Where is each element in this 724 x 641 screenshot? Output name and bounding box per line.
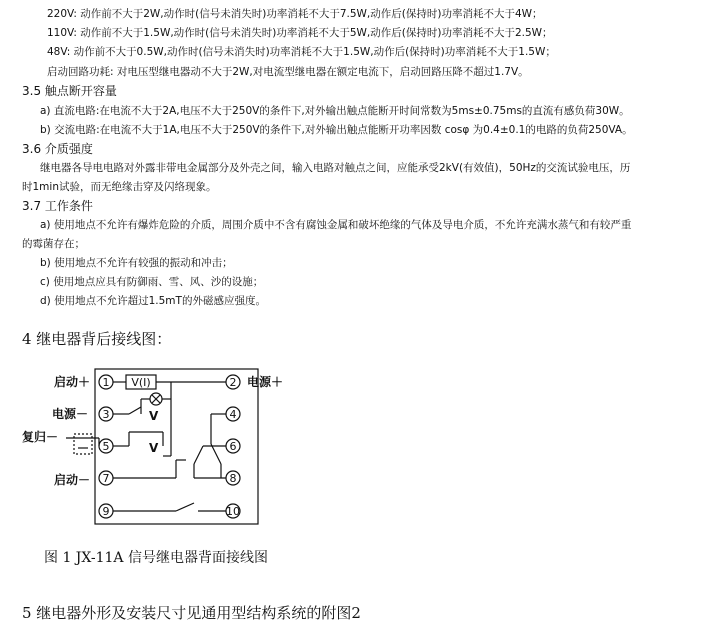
terminal-7 bbox=[99, 471, 113, 485]
terminal-4 bbox=[226, 407, 240, 421]
condition-c-line: c) 使用地点应具有防御雨、雪、风、沙的设施； bbox=[40, 276, 264, 288]
dc-circuit-line: a) 直流电路:在电流不大于2A,电压不大于250V的条件下,对外输出触点能断开时间常数为5ms±0.75ms的直流有感负荷30W。 bbox=[40, 105, 630, 117]
svg-text:8: 8 bbox=[229, 472, 237, 485]
condition-b-line: b) 使用地点不允许有较强的振动和冲击； bbox=[40, 257, 233, 269]
power-48v-line: 48V: 动作前不大于0.5W,动作时(信号未消失时)功率消耗不大于1.5W,动作后(保持时)功率消耗不大于1.5W； bbox=[47, 46, 556, 58]
condition-d-line: d) 使用地点不允许超过1.5mT的外磁感应强度。 bbox=[40, 295, 266, 307]
section-3-7-title: 3.7 工作条件 bbox=[22, 199, 93, 213]
terminal-9 bbox=[99, 504, 113, 518]
svg-text:3: 3 bbox=[102, 408, 110, 421]
section-4-title: 4 继电器背后接线图： bbox=[22, 330, 172, 348]
dielectric-line-2: 时1min试验，而无绝缘击穿及闪络现象。 bbox=[22, 181, 217, 193]
start-circuit-power-line: 启动回路功耗: 对电压型继电器动不大于2W,对电流型继电器在额定电流下，启动回路压降不超过1.7V。 bbox=[47, 66, 529, 78]
power-220v-line: 220V: 动作前不大于2W,动作时(信号未消失时)功率消耗不大于7.5W,动作后(保持时)功率消耗不大于4W； bbox=[47, 8, 543, 20]
svg-text:9: 9 bbox=[102, 505, 110, 518]
label-reset-minus: 复归－ bbox=[22, 430, 59, 444]
contact-9-10 bbox=[176, 503, 194, 511]
svg-text:7: 7 bbox=[102, 472, 110, 485]
terminal-10 bbox=[226, 504, 240, 518]
label-start-plus: 启动＋ bbox=[54, 375, 91, 389]
terminal-5 bbox=[99, 439, 113, 453]
switch-3 bbox=[129, 407, 141, 414]
svg-text:2: 2 bbox=[229, 376, 237, 389]
contact-4-8 bbox=[211, 444, 221, 464]
reset-switch-icon bbox=[74, 434, 92, 454]
v-label-upper: V bbox=[149, 409, 159, 423]
ac-circuit-line: b) 交流电路:在电流不大于1A,电压不大于250V的条件下,对外输出触点能断开功率因数 cosφ 为0.4±0.1的电路的负荷250VA。 bbox=[40, 124, 633, 136]
terminal-1 bbox=[99, 375, 113, 389]
terminal-8 bbox=[226, 471, 240, 485]
section-5-title: 5 继电器外形及安装尺寸见通用型结构系统的附图2 bbox=[22, 604, 361, 622]
terminal-6 bbox=[226, 439, 240, 453]
label-power-plus: 电源＋ bbox=[247, 375, 284, 389]
section-3-5-title: 3.5 触点断开容量 bbox=[22, 84, 117, 98]
v-label-lower: V bbox=[149, 441, 159, 455]
svg-text:6: 6 bbox=[229, 440, 237, 453]
figure-caption: 图 1 JX-11A 信号继电器背面接线图 bbox=[44, 550, 268, 566]
dielectric-line-1: 继电器各导电电路对外露非带电金属部分及外壳之间，输入电路对触点之间，应能承受2kV(有效值)，50Hz的交流试验电压，历 bbox=[40, 162, 631, 174]
svg-text:10: 10 bbox=[226, 505, 240, 518]
svg-text:5: 5 bbox=[102, 440, 110, 453]
section-3-6-title: 3.6 介质强度 bbox=[22, 142, 93, 156]
terminal-3 bbox=[99, 407, 113, 421]
label-power-minus: 电源－ bbox=[52, 407, 89, 421]
svg-text:4: 4 bbox=[229, 408, 237, 421]
terminal-2 bbox=[226, 375, 240, 389]
condition-a-line-1: a) 使用地点不允许有爆炸危险的介质，周围介质中不含有腐蚀金属和破坏绝缘的气体及导电介质，不允许充满水蒸气和有较严重 bbox=[40, 219, 632, 231]
label-start-minus: 启动－ bbox=[54, 473, 91, 487]
coil-label: V(I) bbox=[131, 376, 151, 389]
wiring-diagram bbox=[16, 364, 296, 529]
svg-text:1: 1 bbox=[102, 376, 110, 389]
condition-a-line-2: 的霉菌存在； bbox=[22, 238, 85, 250]
power-110v-line: 110V: 动作前不大于1.5W,动作时(信号未消失时)功率消耗不大于5W,动作后(保持时)功率消耗不大于2.5W； bbox=[47, 27, 553, 39]
contact-6 bbox=[194, 446, 203, 464]
